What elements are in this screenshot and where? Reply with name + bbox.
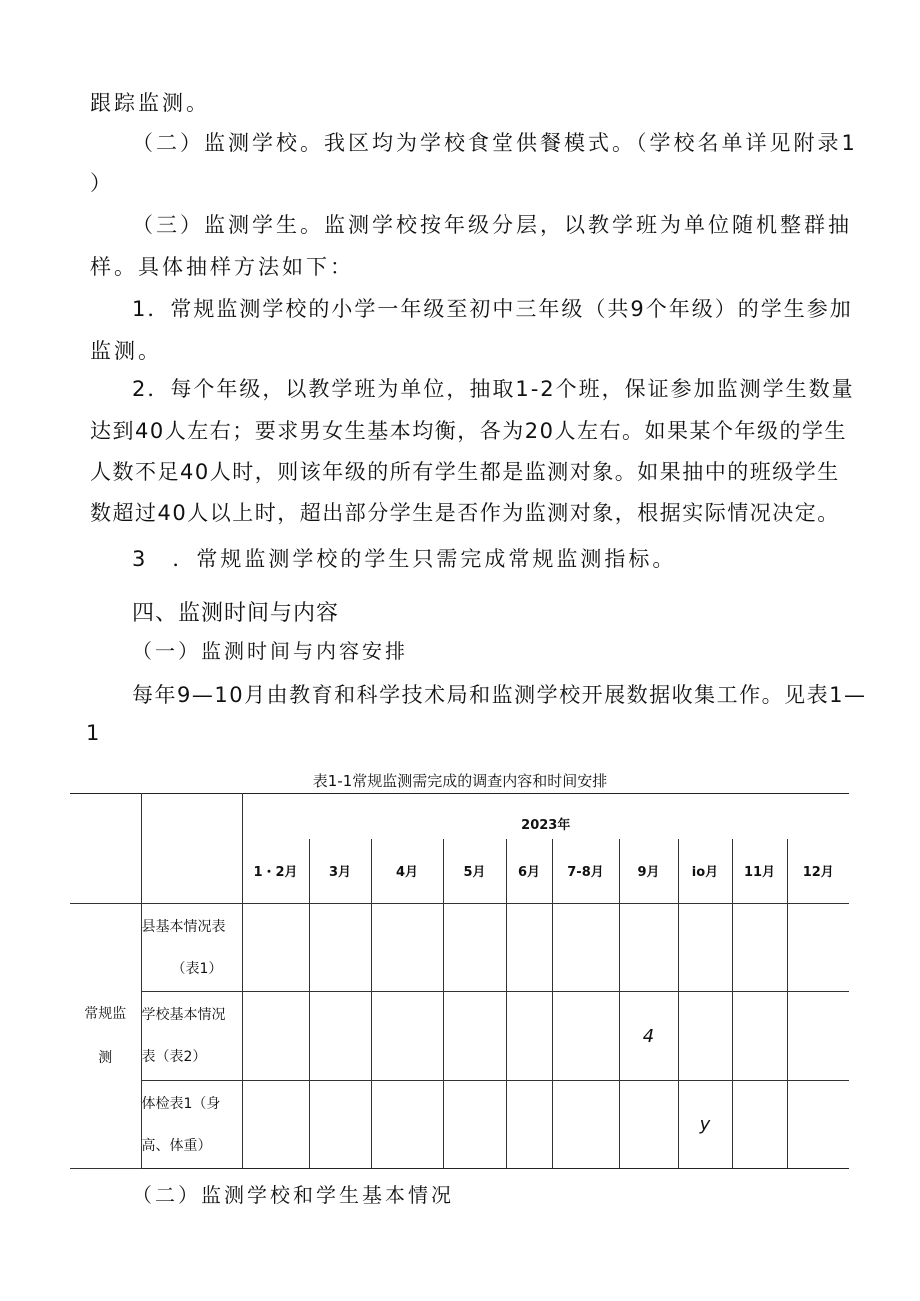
header-blank-cell [70, 794, 141, 904]
month-header: io月 [678, 839, 732, 904]
subsection-heading: （一）监测时间与内容安排 [132, 639, 408, 663]
category-cell [70, 904, 141, 1169]
category-label: 测 [98, 1050, 113, 1066]
item-cell [141, 992, 242, 1081]
year-header: 2023年 [242, 794, 849, 839]
month-header: 12月 [787, 839, 849, 904]
paragraph-line: 监测。 [90, 339, 162, 363]
month-header: 3月 [309, 839, 371, 904]
paragraph-line: 3 ．常规监测学校的学生只需完成常规监测指标。 [132, 547, 677, 571]
schedule-mark: 4 [642, 1025, 655, 1047]
paragraph-line: 2．每个年级，以教学班为单位，抽取1-2个班，保证参加监测学生数量 [132, 377, 855, 401]
schedule-cell [619, 992, 678, 1081]
paragraph-line: 1．常规监测学校的小学一年级至初中三年级（共9个年级）的学生参加 [132, 297, 853, 321]
month-header: 1・2月 [242, 839, 309, 904]
item-label: 高、体重） [141, 1137, 212, 1154]
table-caption: 表1-1常规监测需完成的调查内容和时间安排 [312, 772, 608, 790]
section-heading: 四、监测时间与内容 [132, 601, 340, 626]
category-label: 常规监 [84, 1006, 127, 1022]
item-label: 学校基本情况 [141, 1007, 226, 1023]
paragraph-line: 1 [86, 721, 103, 745]
paragraph-line: ） [90, 171, 114, 195]
item-label: 体检表1（身 [141, 1095, 221, 1112]
schedule-table [70, 793, 849, 1169]
item-label: 表（表2） [141, 1049, 207, 1065]
item-cell [141, 904, 242, 992]
paragraph-line: 每年9—10月由教育和科学技术局和监测学校开展数据收集工作。见表1— [132, 683, 867, 707]
header-blank-cell [141, 794, 242, 904]
paragraph-line: （二）监测学校。我区均为学校食堂供餐模式。（学校名单详见附录1 [132, 131, 858, 155]
month-header: 9月 [619, 839, 678, 904]
paragraph-line: 数超过40人以上时，超出部分学生是否作为监测对象，根据实际情况决定。 [90, 501, 840, 525]
schedule-cell [678, 1081, 732, 1169]
month-header: 4月 [371, 839, 443, 904]
paragraph-line: 人数不足40人时，则该年级的所有学生都是监测对象。如果抽中的班级学生 [90, 460, 840, 484]
month-header: 7-8月 [552, 839, 619, 904]
month-header: 11月 [732, 839, 787, 904]
schedule-mark: y [699, 1114, 711, 1135]
month-header: 5月 [443, 839, 506, 904]
month-header: 6月 [506, 839, 552, 904]
item-label: （表1） [171, 960, 223, 977]
paragraph-line: （三）监测学生。监测学校按年级分层，以教学班为单位随机整群抽 [132, 213, 852, 237]
paragraph-line: 跟踪监测。 [90, 91, 210, 115]
paragraph-line: 样。具体抽样方法如下： [90, 255, 354, 279]
subsection-heading: （二）监测学校和学生基本情况 [132, 1183, 454, 1207]
item-cell [141, 1081, 242, 1169]
paragraph-line: 达到40人左右；要求男女生基本均衡，各为20人左右。如果某个年级的学生 [90, 419, 847, 443]
item-label: 县基本情况表 [141, 918, 226, 935]
